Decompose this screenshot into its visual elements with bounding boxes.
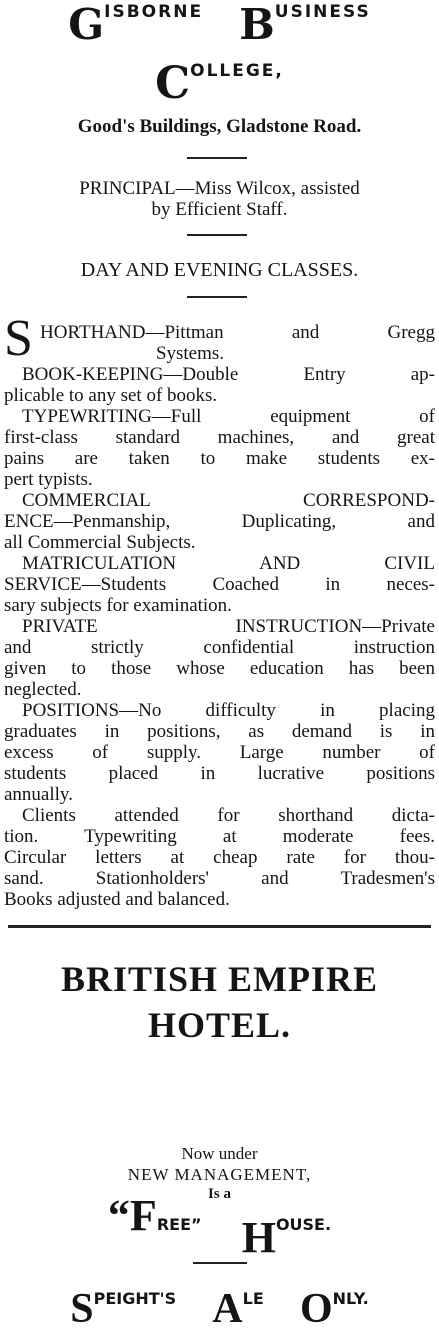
body-line: given to those whose education has been: [4, 658, 435, 679]
body-line: neglected.: [4, 679, 82, 700]
body-line: and strictly confidential instruction: [4, 637, 435, 658]
divider: [187, 234, 247, 236]
body-line: Clients attended for shorthand dicta-: [22, 805, 435, 826]
principal-line-1: PRINCIPAL—Miss Wilcox, assisted: [79, 178, 360, 199]
speights-line: [0, 1285, 439, 1341]
ale-word: LE: [242, 1289, 264, 1308]
only-initial-o: O: [299, 1286, 333, 1332]
body-line: Books adjusted and balanced.: [4, 889, 230, 910]
body-line: graduates in positions, as demand is in: [4, 721, 435, 742]
body-line: Systems.: [155, 343, 225, 364]
college-address: Good's Buildings, Gladstone Road.: [77, 116, 362, 137]
free-house-line: [0, 1190, 439, 1262]
header-initial-b: B: [239, 0, 275, 49]
classes-heading: DAY AND EVENING CLASSES.: [80, 259, 359, 281]
free-word: REE”: [156, 1215, 202, 1234]
body-line: students placed in lucrative positions: [4, 763, 435, 784]
body-line: tion. Typewriting at moderate fees.: [4, 826, 435, 847]
is-a: Is a: [208, 1186, 231, 1202]
body-line: HORTHAND—Pittman and Gregg: [40, 322, 435, 343]
house-word: OUSE.: [275, 1215, 332, 1234]
section-separator: [8, 925, 431, 928]
now-under: Now under: [181, 1144, 258, 1163]
body-line: all Commercial Subjects.: [4, 532, 196, 553]
header-word-usiness: USINESS: [274, 2, 371, 22]
dropcap-s: S: [4, 310, 33, 367]
body-line: MATRICULATION AND CIVIL: [22, 553, 435, 574]
header-word-isborne: ISBORNE: [104, 2, 204, 22]
divider: [193, 1262, 247, 1264]
body-line: annually.: [4, 784, 73, 805]
body-line: sary subjects for examination.: [4, 595, 232, 616]
hotel-title-line-1: BRITISH EMPIRE: [60, 959, 379, 999]
principal-line-2: by Efficient Staff.: [151, 199, 288, 220]
only-word: NLY.: [332, 1289, 369, 1308]
body-line: pert typists.: [4, 469, 93, 490]
hotel-title-line-2: HOTEL.: [147, 1005, 292, 1045]
body-line: COMMERCIAL CORRESPOND-: [22, 490, 435, 511]
body-line: plicable to any set of books.: [4, 385, 218, 406]
header-initial-g: G: [68, 0, 105, 49]
header-word-ollege: OLLEGE,: [190, 61, 284, 81]
body-line: PRIVATE INSTRUCTION—Private: [22, 616, 435, 637]
body-line: ENCE—Penmanship, Duplicating, and: [4, 511, 435, 532]
body-line: POSITIONS—No difficulty in placing: [22, 700, 435, 721]
house-initial-h: H: [241, 1213, 276, 1262]
body-line: sand. Stationholders' and Tradesmen's: [4, 868, 435, 889]
new-management: NEW MANAGEMENT,: [127, 1165, 312, 1184]
divider: [187, 157, 247, 159]
body-line: excess of supply. Large number of: [4, 742, 435, 763]
body-line: BOOK-KEEPING—Double Entry ap-: [22, 364, 435, 385]
free-open-quote-f: “F: [107, 1191, 157, 1240]
college-header-line-2: [0, 58, 439, 108]
header-initial-c: C: [155, 58, 191, 109]
body-line: TYPEWRITING—Full equipment of: [22, 406, 435, 427]
ale-initial-a: A: [212, 1286, 243, 1332]
divider: [187, 296, 247, 298]
college-header-line-1: [0, 0, 439, 49]
body-line: first-class standard machines, and great: [4, 427, 435, 448]
speights-initial-s: S: [70, 1286, 94, 1332]
body-line: Circular letters at cheap rate for thou-: [4, 847, 435, 868]
body-line: pains are taken to make students ex-: [4, 448, 435, 469]
body-line: SERVICE—Students Coached in neces-: [4, 574, 435, 595]
speights-word: PEIGHT'S: [93, 1289, 177, 1308]
